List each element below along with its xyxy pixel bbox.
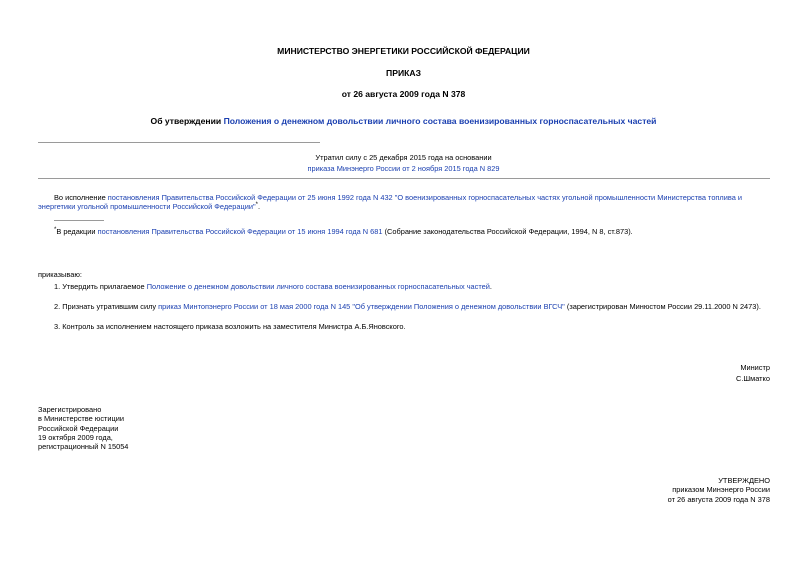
order-item-2 [54,302,770,311]
footnote [54,227,770,236]
preamble-suffix: . [257,202,261,212]
approved-line: УТВЕРЖДЕНО [718,476,770,485]
item1-suffix: . [489,282,492,291]
item1-link[interactable]: Положение о денежном довольствии личного состава военизированных горноспасательных частей [146,282,490,291]
title-prefix: Об утверждении [150,116,224,126]
ministry-heading: МИНИСТЕРСТВО ЭНЕРГЕТИКИ РОССИЙСКОЙ ФЕДЕРАЦИИ [277,46,530,56]
item2-suffix: (зарегистрирован Минюстом России 29.11.2000 N 2473). [564,302,761,311]
registration-line: Зарегистрировано [38,405,102,414]
signature-position: Министр [740,363,770,372]
item2-link[interactable]: приказ Минтопэнерго России от 18 мая 2000 года N 145 "Об утверждении Положения о денежном довольствии ВГСЧ" [158,302,565,311]
registration-line: регистрационный N 15054 [38,442,129,451]
order-word: приказываю: [38,270,82,279]
approved-block [560,476,770,504]
footnote-divider [54,220,104,221]
status-link[interactable]: приказа Минэнерго России от 2 ноября 2015 года N 829 [307,164,500,173]
item1-prefix: 1. Утвердить прилагаемое [54,282,147,291]
footnote-ref[interactable]: * [255,202,258,209]
order-item-3: 3. Контроль за исполнением настоящего приказа возложить на заместителя Министра А.Б.Яновского. [54,322,406,331]
registration-line: в Министерстве юстиции [38,414,125,424]
footnote-suffix: (Собрание законодательства Российской Федерации, 1994, N 8, ст.873). [382,227,633,236]
registration-block [38,405,128,451]
footnote-prefix: В редакции [56,227,98,236]
item2-prefix: 2. Признать утратившим силу [54,302,159,311]
short-divider [38,142,320,143]
page-title [0,116,807,127]
registration-line: Российской Федерации [38,423,119,433]
registration-line: 19 октября 2009 года, [38,432,113,442]
doc-date-number: от 26 августа 2009 года N 378 [341,89,466,99]
preamble-prefix: Во исполнение [54,193,108,202]
doc-type-heading: ПРИКАЗ [386,68,421,78]
footnote-link[interactable]: постановления Правительства Российской Федерации от 15 июня 1994 года N 681 [97,227,383,236]
preamble-paragraph [38,193,770,212]
approved-line: от 26 августа 2009 года N 378 [667,494,770,504]
status-line: Утратил силу с 25 декабря 2015 года на основании [315,153,492,162]
approved-line: приказом Минэнерго России [672,485,770,495]
footnote-mark: * [54,227,57,233]
title-link[interactable]: Положения о денежном довольствии личного состава военизированных горноспасательных частей [223,116,657,126]
full-divider [38,178,770,179]
preamble-link[interactable]: постановления Правительства Российской Федерации от 25 июня 1992 года N 432 "О военизированных горноспасательных частях угольной промышленности Министерства топлива и энергетики угольной промышленности Российской Федерации" [38,193,743,212]
signature-name: С.Шматко [735,374,770,383]
status-link-line [0,164,807,173]
order-item-1 [54,282,770,291]
